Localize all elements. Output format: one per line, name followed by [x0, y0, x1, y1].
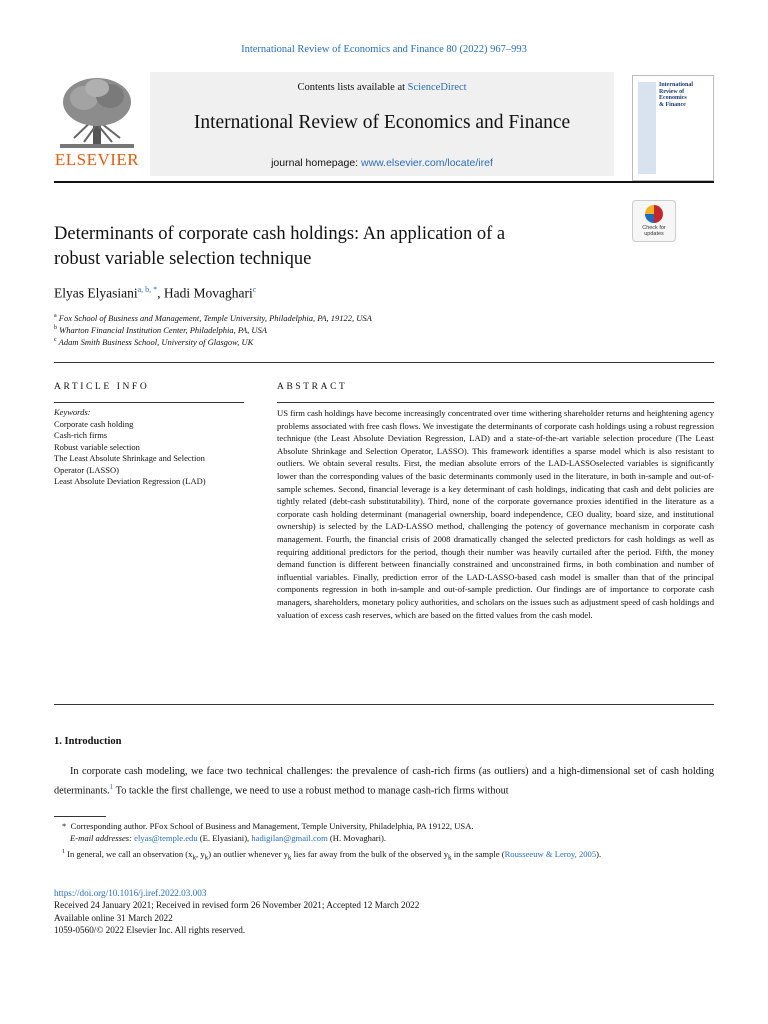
keywords-label: Keywords: [54, 407, 91, 417]
article-info-heading: ARTICLE INFO [54, 382, 150, 392]
affiliation [54, 325, 267, 335]
affil-text: Adam Smith Business School, University of Glasgow, UK [58, 337, 254, 347]
email-owner: (E. Elyasiani), [197, 833, 252, 843]
footnote-corresponding [62, 821, 722, 833]
keywords-block [54, 407, 264, 488]
author-separator: , [157, 285, 164, 301]
subscript: k [192, 853, 197, 862]
contents-line [150, 82, 614, 93]
footnote-text: ) an outlier whenever y [208, 848, 288, 859]
footnote-text: , y [196, 848, 205, 859]
footnote-text: in the sample ( [451, 848, 505, 859]
affil-text: Fox School of Business and Management, Temple University, Philadelphia, PA, 19122, USA [58, 313, 372, 323]
copyright: 1059-0560/© 2022 Elsevier Inc. All rights reserved. [54, 925, 246, 936]
reference-link[interactable]: Rousseeuw & Leroy, 2005 [504, 848, 597, 859]
check-line: Check for [642, 225, 666, 231]
journal-homepage [150, 157, 614, 169]
online-date: Available online 31 March 2022 [54, 912, 173, 923]
contents-prefix: Contents lists available at [297, 82, 408, 93]
abstract-text: US firm cash holdings have become increasingly concentrated over time withering shareholder returns and heightening agency problems associated with free cash flows. We investigate the determinants of corporate cash holdings using a robust regression technique (the Least Absolute Deviation Regression, LAD) and a state-of-the-art variable selection procedure (The Least Absolute Shrinkage and Selection Operator, LASSO). This framework identifies a sparse model which is also resistant to outliers. We obtain several results. First, the median absolute errors of the LAD-LASSOselected variables is significantly lower than the corresponding values of the basic determinants commonly used in the literature, in both in-sample and out-of-sample schemes. Second, financial leverage is a key determinant of cash holdings, indicating that cash and debt policies are tightly related (debt-cash substitutability). Third, none of the corporate governance proxies identified in the literature as a corporate cash holding determinant (managerial ownership, board independence, CEO duality, board size, and institutional ownership) is selected by the LAD-LASSO method, challenging the potency of governance mechanism in corporate cash management. Fourth, the financial crisis of 2008 dramatically changed the selected predictors for cash holdings as well as requiring additional predictors for the period, though their number was heavily curtailed after the period. Fifth, the money demand function is different between financially constrained and unconstrained firms, in both combination and number of influential variables. Finally, prediction error of the LAD-LASSO-based cash model is smaller than that of the principal components regression in both in-sample and out-of-sample prediction. Our findings are of importance to corporate cash managers, shareholders, monetary policy authorities, and scholars on the issues such as adjustment speed of cash holdings and valuation of excess cash reserves, which are based on the fitted values from the cash model. [277, 408, 714, 620]
footnote-emails [70, 833, 730, 845]
affil-mark: c [54, 337, 57, 344]
author-name[interactable]: Elyas Elyasiani [54, 285, 138, 301]
cover-line: & Finance [659, 101, 686, 108]
author-name[interactable]: Hadi Movaghari [163, 285, 253, 301]
footnote-text: lies far away from the bulk of the observed y [291, 848, 449, 859]
footnote-1 [62, 847, 714, 864]
abstract-heading: ABSTRACT [277, 382, 348, 392]
doi-link[interactable]: https://doi.org/10.1016/j.iref.2022.03.003 [54, 888, 207, 898]
cover-line: Review of [659, 88, 685, 95]
abstract-rule [277, 402, 714, 403]
affiliation [54, 337, 253, 347]
author-affil-mark[interactable]: a, b, * [137, 285, 158, 294]
article-title [54, 222, 594, 272]
email-link[interactable]: hadigilan@gmail.com [251, 833, 328, 843]
keyword-item: Corporate cash holding [54, 418, 134, 429]
footnote-rule [54, 816, 106, 817]
author-affil-mark[interactable]: c [252, 285, 257, 294]
subscript: k [204, 853, 209, 862]
affiliation [54, 313, 372, 323]
keyword-item: Cash-rich firms [54, 430, 108, 440]
subscript: k [287, 853, 292, 862]
intro-text-part: To tackle the first challenge, we need to use a robust method to manage cash-rich firms without [113, 784, 509, 796]
email-link[interactable]: elyas@temple.edu [134, 833, 198, 843]
check-for-updates-button[interactable] [632, 200, 676, 242]
intro-text-part: In corporate cash modeling, we face two technical challenges: the prevalence of cash-rich firms (as outliers) and a high-dimensional set of cash holding determinants. [54, 766, 714, 796]
header-rule [54, 181, 714, 183]
check-label [633, 225, 675, 237]
footnote-text: ). [596, 848, 602, 859]
section-rule [54, 704, 714, 705]
section-rule [54, 362, 714, 363]
journal-cover-thumbnail[interactable] [632, 75, 714, 181]
cover-line: Economics [659, 95, 687, 101]
homepage-link[interactable]: www.elsevier.com/locate/iref [361, 157, 493, 169]
keywords-rule [54, 402, 244, 403]
subscript: k [448, 853, 452, 862]
footnote-mark: * [62, 821, 67, 831]
author-list [54, 285, 256, 302]
introduction-paragraph [54, 765, 714, 798]
bookmark-icon [645, 205, 663, 223]
title-line-1: Determinants of corporate cash holdings: An application of a [54, 224, 506, 244]
sciencedirect-link[interactable]: ScienceDirect [407, 82, 467, 93]
affil-text: Wharton Financial Institution Center, Philadelphia, PA, USA [59, 325, 267, 335]
journal-citation[interactable]: International Review of Economics and Finance 80 (2022) 967–993 [241, 44, 527, 55]
keyword-item: The Least Absolute Shrinkage and Selection Operator (LASSO) [54, 453, 205, 475]
email-owner: (H. Movaghari). [327, 833, 387, 843]
footnote-text: Corresponding author. PFox School of Business and Management, Temple University, Philadelphia, PA 19122, USA. [70, 821, 474, 831]
introduction-heading: 1. Introduction [54, 736, 122, 747]
cover-line: International [659, 82, 694, 88]
affil-mark: a [54, 313, 57, 320]
received-dates: Received 24 January 2021; Received in revised form 26 November 2021; Accepted 12 March 2022 [54, 900, 420, 911]
title-line-2: robust variable selection technique [54, 249, 312, 269]
email-label: E-mail addresses: [70, 833, 132, 843]
cover-strip [638, 82, 656, 174]
elsevier-wordmark: ELSEVIER [54, 150, 140, 169]
journal-title: International Review of Economics and Finance [193, 112, 571, 133]
publication-info [54, 887, 714, 937]
footnote-mark: 1 [62, 849, 65, 855]
homepage-prefix: journal homepage: [271, 157, 361, 169]
keyword-item: Robust variable selection [54, 441, 140, 452]
check-line: updates [644, 231, 664, 237]
footnote-text: In general, we call an observation (x [67, 848, 193, 859]
keyword-item: Least Absolute Deviation Regression (LAD) [54, 476, 206, 486]
footnote-ref[interactable]: 1 [109, 782, 114, 791]
cover-title [659, 82, 709, 108]
affil-mark: b [54, 325, 57, 332]
